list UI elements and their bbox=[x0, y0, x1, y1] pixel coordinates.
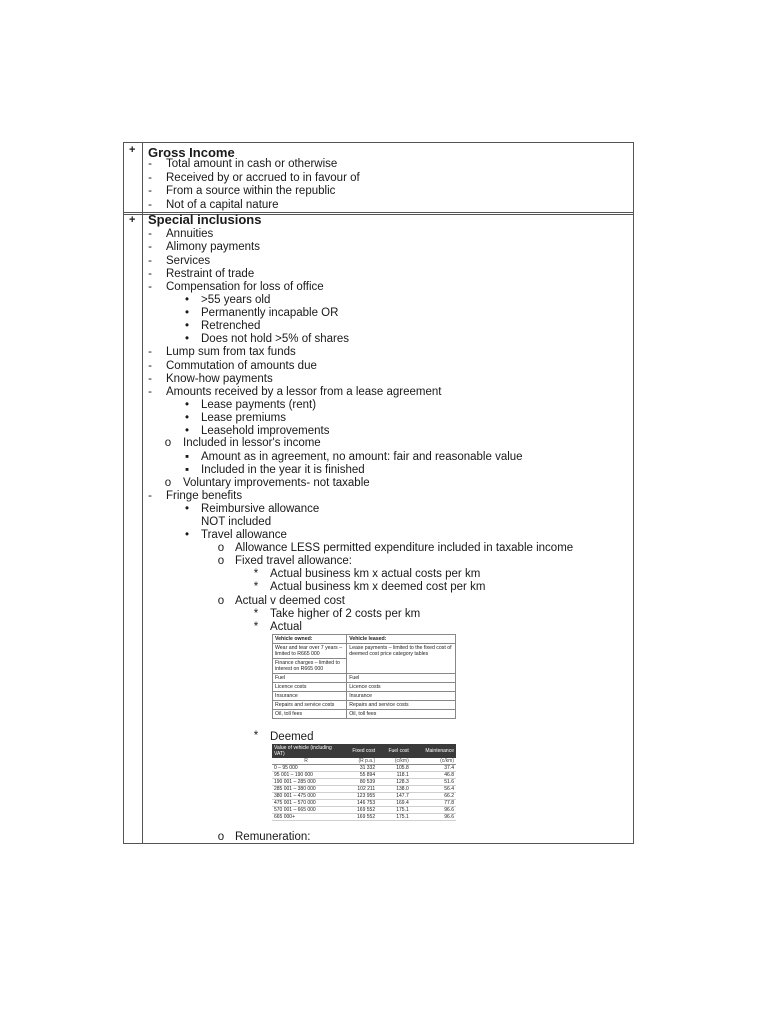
table-cell: 55 894 bbox=[340, 772, 377, 779]
table-row bbox=[273, 710, 456, 719]
square-marker: ▪ bbox=[184, 451, 190, 463]
dash-marker: - bbox=[148, 268, 152, 280]
table-cell: Wear and tear over 7 years – limited to R665 000 bbox=[273, 644, 347, 659]
table-cell: 123 955 bbox=[340, 793, 377, 800]
dash-marker: - bbox=[148, 255, 152, 267]
sub-list-item: Travel allowance bbox=[201, 529, 287, 541]
table-row bbox=[272, 807, 456, 814]
table-cell: 56.4 bbox=[411, 786, 456, 793]
list-item: Alimony payments bbox=[166, 241, 260, 253]
list-item: Received by or accrued to in favour of bbox=[166, 172, 360, 184]
dash-marker: - bbox=[148, 490, 152, 502]
dash-marker: - bbox=[148, 228, 152, 240]
table-cell: 128.3 bbox=[377, 779, 411, 786]
table-row bbox=[273, 683, 456, 692]
sub-list-item: Allowance LESS permitted expenditure included in taxable income bbox=[235, 542, 574, 554]
table-cell: 380 001 – 475 000 bbox=[272, 793, 340, 800]
circle-marker: o bbox=[164, 477, 172, 489]
table-row bbox=[272, 800, 456, 807]
list-item: Commutation of amounts due bbox=[166, 360, 317, 372]
table-cell: 77.8 bbox=[411, 800, 456, 807]
table-cell: 96.6 bbox=[411, 814, 456, 821]
vehicle-cost-table bbox=[272, 634, 456, 719]
dash-marker: - bbox=[148, 241, 152, 253]
sub-list-item: Retrenched bbox=[201, 320, 261, 332]
bullet-marker: • bbox=[184, 307, 190, 319]
list-item: Not of a capital nature bbox=[166, 199, 279, 211]
table-cell: Insurance bbox=[273, 692, 347, 701]
sub-list-item: Actual bbox=[270, 621, 302, 633]
table-cell: Repairs and service costs bbox=[273, 701, 347, 710]
table-cell: Lease payments – limited to the fixed cost of deemed cost price category tables bbox=[347, 644, 456, 674]
star-marker: * bbox=[253, 608, 259, 620]
sub-list-item: Lease premiums bbox=[201, 412, 287, 424]
dash-marker: - bbox=[148, 346, 152, 358]
bullet-marker: • bbox=[184, 529, 190, 541]
table-cell: 665 000+ bbox=[272, 814, 340, 821]
table-cell: Licence costs bbox=[347, 683, 456, 692]
table-cell: Insurance bbox=[347, 692, 456, 701]
sub-list-item: Does not hold >5% of shares bbox=[201, 333, 349, 345]
table-cell: 175.1 bbox=[377, 814, 411, 821]
sub-list-item-continuation: NOT included bbox=[201, 516, 272, 528]
table-header: Maintenance bbox=[411, 744, 456, 758]
table-cell: (c/km) bbox=[411, 758, 456, 765]
bullet-marker: • bbox=[184, 412, 190, 424]
table-row bbox=[272, 814, 456, 821]
table-header: Vehicle owned: bbox=[273, 635, 347, 644]
list-item: From a source within the republic bbox=[166, 185, 336, 197]
list-item: Know-how payments bbox=[166, 373, 273, 385]
table-row bbox=[272, 793, 456, 800]
table-cell: 46.8 bbox=[411, 772, 456, 779]
list-item: Fringe benefits bbox=[166, 490, 243, 502]
bullet-marker: • bbox=[184, 425, 190, 437]
table-header: Fuel cost bbox=[377, 744, 411, 758]
table-header: Value of vehicle (including VAT) bbox=[272, 744, 340, 758]
table-cell: 105.8 bbox=[377, 765, 411, 772]
table-cell: 169.4 bbox=[377, 800, 411, 807]
row-marker-plus: + bbox=[129, 214, 136, 226]
list-item: Amounts received by a lessor from a lease agreement bbox=[166, 386, 442, 398]
dash-marker: - bbox=[148, 185, 152, 197]
sub-list-item: Remuneration: bbox=[235, 831, 311, 843]
table-row bbox=[272, 786, 456, 793]
table-cell: 570 001 – 665 000 bbox=[272, 807, 340, 814]
bullet-marker: • bbox=[184, 294, 190, 306]
sub-list-item: Deemed bbox=[270, 731, 314, 743]
table-row bbox=[273, 701, 456, 710]
star-marker: * bbox=[253, 568, 259, 580]
section-title-special-inclusions: Special inclusions bbox=[148, 212, 262, 227]
table-cell: Repairs and service costs bbox=[347, 701, 456, 710]
row-marker-plus: + bbox=[129, 144, 136, 156]
sub-list-item: Permanently incapable OR bbox=[201, 307, 339, 319]
table-cell: Fuel bbox=[273, 674, 347, 683]
table-header: Vehicle leased: bbox=[347, 635, 456, 644]
sub-list-item: Included in the year it is finished bbox=[201, 464, 365, 476]
table-cell: (R p.a.) bbox=[340, 758, 377, 765]
dash-marker: - bbox=[148, 386, 152, 398]
star-marker: * bbox=[253, 581, 259, 593]
dash-marker: - bbox=[148, 172, 152, 184]
square-marker: ▪ bbox=[184, 464, 190, 476]
table-row bbox=[273, 674, 456, 683]
dash-marker: - bbox=[148, 199, 152, 211]
dash-marker: - bbox=[148, 360, 152, 372]
list-item: Restraint of trade bbox=[166, 268, 255, 280]
dash-marker: - bbox=[148, 158, 152, 170]
sub-list-item: Amount as in agreement, no amount: fair and reasonable value bbox=[201, 451, 523, 463]
circle-marker: o bbox=[164, 437, 172, 449]
table-cell: Fuel bbox=[347, 674, 456, 683]
table-cell: 37.4 bbox=[411, 765, 456, 772]
table-cell: 66.2 bbox=[411, 793, 456, 800]
list-item: Compensation for loss of office bbox=[166, 281, 324, 293]
table-cell: 475 001 – 570 000 bbox=[272, 800, 340, 807]
deemed-cost-table bbox=[272, 744, 456, 821]
circle-marker: o bbox=[217, 542, 225, 554]
sub-list-item: >55 years old bbox=[201, 294, 271, 306]
table-cell: Licence costs bbox=[273, 683, 347, 692]
table-header: Fixed cost bbox=[340, 744, 377, 758]
table-cell: 80 539 bbox=[340, 779, 377, 786]
bullet-marker: • bbox=[184, 333, 190, 345]
sub-list-item: Actual business km x actual costs per km bbox=[270, 568, 481, 580]
sub-list-item: Actual v deemed cost bbox=[235, 595, 345, 607]
table-row bbox=[272, 779, 456, 786]
sub-list-item: Actual business km x deemed cost per km bbox=[270, 581, 486, 593]
sub-list-item: Take higher of 2 costs per km bbox=[270, 608, 421, 620]
table-cell: (c/km) bbox=[377, 758, 411, 765]
bullet-marker: • bbox=[184, 320, 190, 332]
sub-list-item: Fixed travel allowance: bbox=[235, 555, 352, 567]
table-cell: 169 552 bbox=[340, 814, 377, 821]
table-cell: 96.6 bbox=[411, 807, 456, 814]
table-row bbox=[272, 772, 456, 779]
table-cell: Finance charges – limited to interest on R665 000 bbox=[273, 659, 347, 674]
table-cell: R bbox=[272, 758, 340, 765]
table-cell: 51.6 bbox=[411, 779, 456, 786]
circle-marker: o bbox=[217, 555, 225, 567]
column-divider bbox=[142, 142, 143, 844]
sub-list-item: Voluntary improvements- not taxable bbox=[183, 477, 370, 489]
sub-list-item: Included in lessor's income bbox=[183, 437, 321, 449]
table-cell: 175.1 bbox=[377, 807, 411, 814]
table-cell: 138.0 bbox=[377, 786, 411, 793]
sub-list-item: Leasehold improvements bbox=[201, 425, 330, 437]
list-item: Annuities bbox=[166, 228, 214, 240]
table-cell: 147.7 bbox=[377, 793, 411, 800]
table-row bbox=[273, 692, 456, 701]
table-cell: 118.1 bbox=[377, 772, 411, 779]
table-cell: 31 332 bbox=[340, 765, 377, 772]
circle-marker: o bbox=[217, 595, 225, 607]
table-cell: 95 001 – 190 000 bbox=[272, 772, 340, 779]
table-cell: 0 – 95 000 bbox=[272, 765, 340, 772]
list-item: Lump sum from tax funds bbox=[166, 346, 296, 358]
star-marker: * bbox=[253, 730, 259, 742]
table-cell: 102 211 bbox=[340, 786, 377, 793]
table-cell: 146 753 bbox=[340, 800, 377, 807]
table-cell: 285 001 – 380 000 bbox=[272, 786, 340, 793]
list-item: Total amount in cash or otherwise bbox=[166, 158, 338, 170]
table-cell: Oil, toll fees bbox=[273, 710, 347, 719]
bullet-marker: • bbox=[184, 399, 190, 411]
sub-list-item: Reimbursive allowance bbox=[201, 503, 320, 515]
star-marker: * bbox=[253, 621, 259, 633]
bullet-marker: • bbox=[184, 503, 190, 515]
table-cell: 169 552 bbox=[340, 807, 377, 814]
dash-marker: - bbox=[148, 373, 152, 385]
table-row bbox=[273, 644, 456, 659]
table-row bbox=[272, 765, 456, 772]
circle-marker: o bbox=[217, 831, 225, 843]
section-title-gross-income: Gross Income bbox=[148, 145, 235, 160]
dash-marker: - bbox=[148, 281, 152, 293]
list-item: Services bbox=[166, 255, 211, 267]
sub-list-item: Lease payments (rent) bbox=[201, 399, 317, 411]
table-cell: 190 001 – 285 000 bbox=[272, 779, 340, 786]
table-cell: Oil, toll fees bbox=[347, 710, 456, 719]
